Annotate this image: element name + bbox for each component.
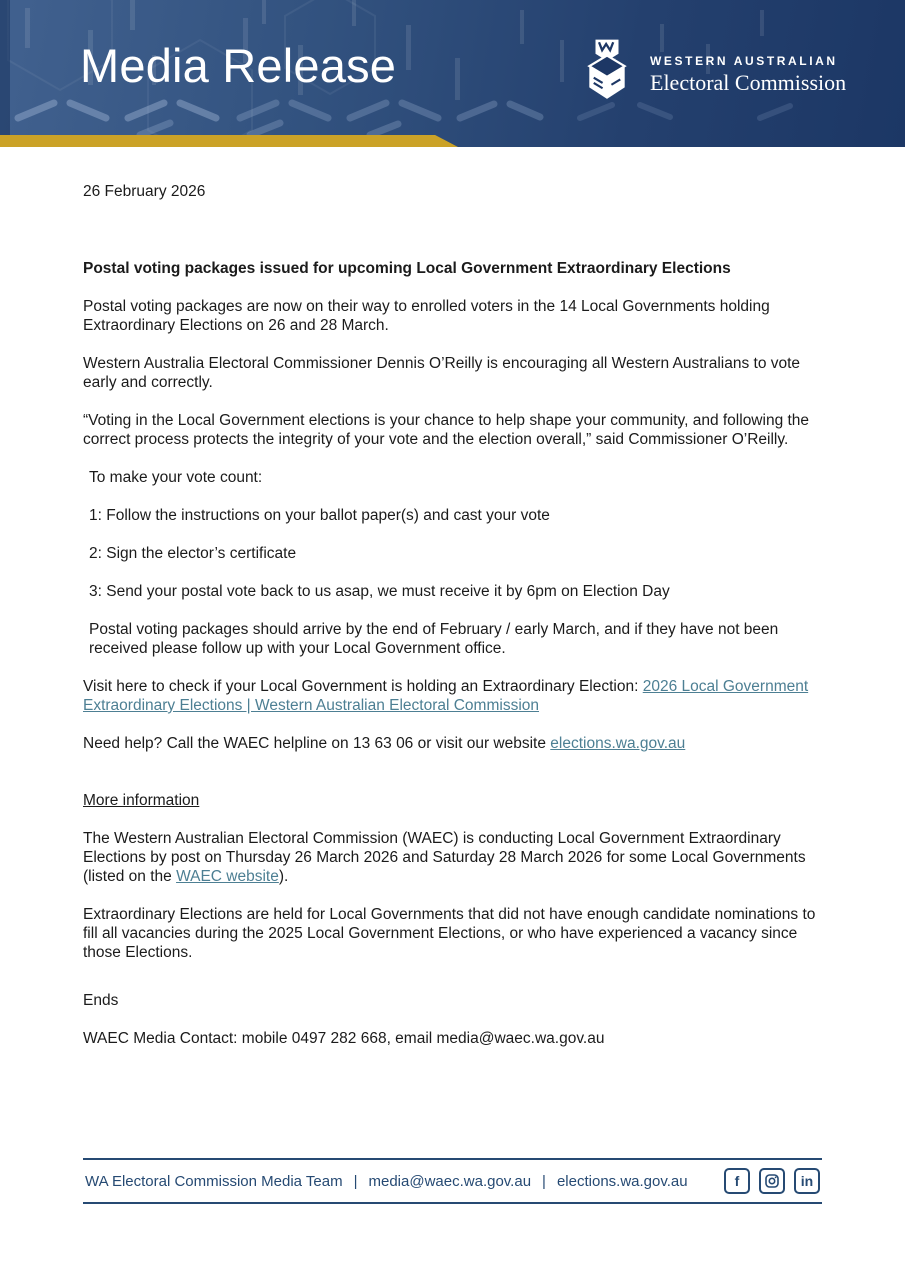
- paragraph-waec: [83, 829, 822, 886]
- footer-separator: |: [353, 1172, 358, 1190]
- footer-contact-line: [85, 1173, 688, 1190]
- step-1: 1: Follow the instructions on your ballot paper(s) and cast your vote: [89, 507, 550, 524]
- gold-accent-bar: [0, 135, 458, 147]
- paragraph-commissioner: Western Australia Electoral Commissioner Dennis O’Reilly is encouraging all Western Australians to vote early and correctly.: [83, 355, 801, 391]
- footer-team: WA Electoral Commission Media Team: [85, 1172, 343, 1190]
- document-body: [0, 182, 905, 1048]
- ends-marker: Ends: [83, 992, 119, 1009]
- help-text: Need help? Call the WAEC helpline on 13 63 06 or visit our website: [83, 735, 551, 752]
- org-name-caps: WESTERN AUSTRALIAN: [650, 54, 838, 68]
- waec-website-link[interactable]: WAEC website: [176, 868, 279, 885]
- footer: [83, 1158, 822, 1204]
- social-icons: [715, 1168, 820, 1194]
- footer-website: elections.wa.gov.au: [556, 1172, 688, 1190]
- visit-text: Visit here to check if your Local Government is holding an Extraordinary Election:: [83, 678, 643, 695]
- headline: Postal voting packages issued for upcoming Local Government Extraordinary Elections: [83, 260, 731, 277]
- extraordinary-elections-link[interactable]: 2026 Local Government Extraordinary Elections | Western Australian Electoral Commission: [83, 678, 809, 714]
- vote-count-intro: To make your vote count:: [89, 469, 263, 486]
- org-name-serif: Electoral Commission: [650, 70, 847, 95]
- page-title: Media Release: [80, 39, 397, 92]
- media-contact: WAEC Media Contact: mobile 0497 282 668, email media@waec.wa.gov.au: [83, 1030, 605, 1047]
- more-information-heading: More information: [83, 792, 200, 809]
- waec-logo-icon: [584, 38, 630, 112]
- waec-logo: [584, 38, 846, 112]
- linkedin-icon[interactable]: in: [794, 1168, 820, 1194]
- waec-text-suffix: ).: [278, 868, 289, 885]
- paragraph-arrival: Postal voting packages should arrive by the end of February / early March, and if they have not been received please follow up with your Local Government office.: [89, 621, 779, 657]
- release-date: 26 February 2026: [83, 183, 206, 200]
- step-3: 3: Send your postal vote back to us asap, we must receive it by 6pm on Election Day: [89, 583, 670, 600]
- org-name: [650, 54, 846, 96]
- header-banner: [0, 0, 905, 147]
- waec-text: The Western Australian Electoral Commission (WAEC) is conducting Local Government Extraordinary Elections by post on Thursday 26 March 2026 and Saturday 28 March 2026 for some Local Governments (listed on the: [83, 830, 806, 885]
- paragraph-extraordinary: Extraordinary Elections are held for Local Governments that did not have enough candidate nominations to fill all vacancies during the 2025 Local Government Elections, or who have experienced a vacancy since those Elections.: [83, 906, 816, 961]
- step-2: 2: Sign the elector’s certificate: [89, 545, 297, 562]
- footer-separator: |: [542, 1172, 546, 1190]
- paragraph-visit: [83, 677, 822, 715]
- paragraph-intro: Postal voting packages are now on their way to enrolled voters in the 14 Local Governments holding Extraordinary Elections on 26 and 28 March.: [83, 298, 770, 334]
- paragraph-quote: “Voting in the Local Government elections is your chance to help shape your community, and following the correct process protects the integrity of your vote and the election overall,” said Commissioner O’Reilly.: [83, 412, 810, 448]
- facebook-icon[interactable]: f: [724, 1168, 750, 1194]
- elections-website-link[interactable]: elections.wa.gov.au: [550, 735, 686, 752]
- paragraph-help: [83, 734, 822, 753]
- instagram-icon[interactable]: [759, 1168, 785, 1194]
- footer-email: media@waec.wa.gov.au: [368, 1172, 532, 1190]
